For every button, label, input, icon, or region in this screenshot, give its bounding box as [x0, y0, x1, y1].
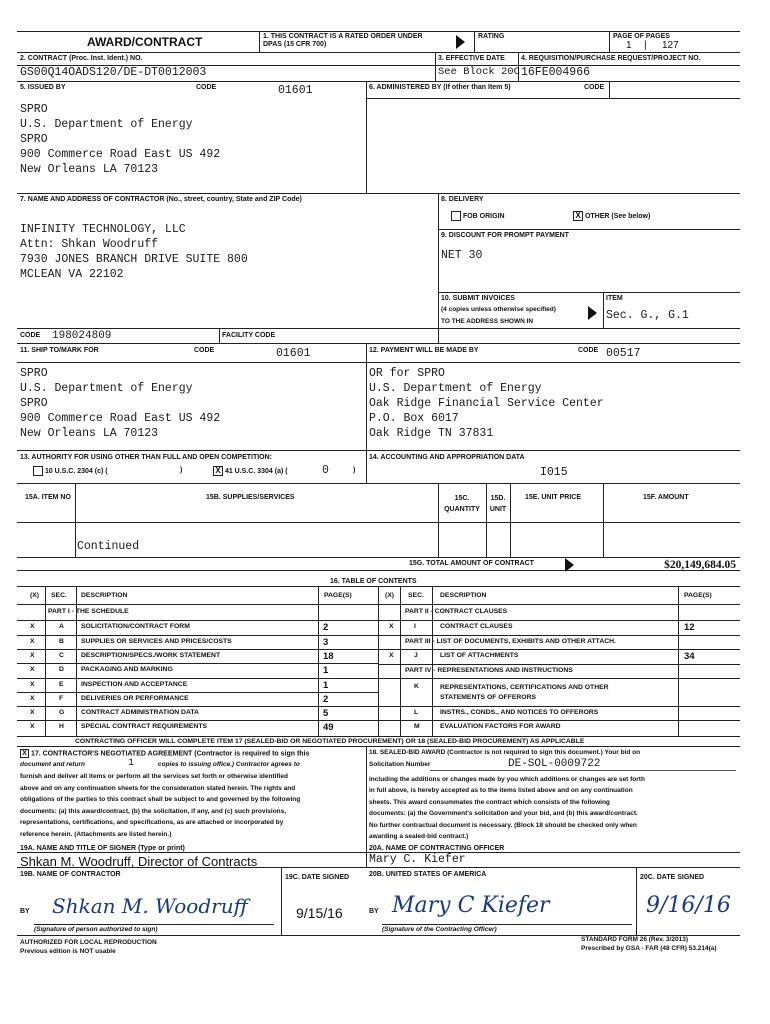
- item18-body: including the additions or changes made by you which additions or changes are set forth in full above, is hereby accepted as to the items listed above and on any continuation sheets. This award consummates the contract which consists of the following documents: (a) the Government's solicitation and your bid, and (b) this award/contract. No further contractual document is necessary. (Block 18 should be checked only when awarding a sealed-bid contract.): [369, 776, 645, 841]
- payment-address: OR for SPRO U.S. Department of Energy Oak Ridge Financial Service Center P.O. Box 6017 Oak Ridge TN 37831: [369, 367, 604, 440]
- footer-left-2: Previous edition is NOT usable: [20, 948, 116, 955]
- administered-by-code-label: CODE: [584, 84, 605, 91]
- item17-line2a: document and return: [20, 761, 86, 768]
- accounting-label: 14. ACCOUNTING AND APPROPRIATION DATA: [369, 454, 525, 461]
- submit-invoices-sub2: TO THE ADDRESS SHOWN IN: [441, 318, 534, 325]
- toc-left-pages: 18: [323, 651, 334, 662]
- administered-by-label: 6. ADMINISTERED BY (If other than Item 5): [369, 84, 511, 91]
- ship-to-address: SPRO U.S. Department of Energy SPRO 900 Commerce Road East US 492 New Orleans LA 70123: [20, 367, 221, 440]
- authority-option-2-close: ): [353, 467, 356, 474]
- item17-checkbox[interactable]: X: [20, 749, 29, 758]
- toc-left-desc: CONTRACT ADMINISTRATION DATA: [81, 709, 199, 716]
- co-by-label: BY: [369, 908, 379, 915]
- toc-left-desc: DESCRIPTION/SPECS./WORK STATEMENT: [81, 652, 221, 659]
- toc-left-sec: B: [59, 638, 64, 645]
- delivery-other-option[interactable]: [573, 211, 650, 221]
- contractor-date-value: 9/15/16: [296, 905, 343, 921]
- toc-left-desc: SUPPLIES OR SERVICES AND PRICES/COSTS: [81, 638, 232, 645]
- toc-left-sec: H: [59, 723, 64, 730]
- solicitation-label: Solicitation Number: [369, 761, 431, 768]
- toc-left-pages: 49: [323, 722, 334, 733]
- contractor-address: INFINITY TECHNOLOGY, LLC Attn: Shkan Woodruff 7930 JONES BRANCH DRIVE SUITE 800 MCLEAN VA 22102: [20, 223, 248, 281]
- toc-left-desc: SOLICITATION/CONTRACT FORM: [81, 623, 190, 630]
- toc-left-desc: PACKAGING AND MARKING: [81, 666, 173, 673]
- toc-part-2: PART II - CONTRACT CLAUSES: [405, 608, 508, 615]
- contractor-signature-caption: (Signature of person authorized to sign): [34, 926, 158, 933]
- toc-part-3: PART III - LIST OF DOCUMENTS, EXHIBITS AND OTHER ATTACH.: [405, 638, 616, 645]
- toc-right-sec: M: [414, 723, 420, 730]
- contract-number-label: 2. CONTRACT (Proc. Inst. Ident.) NO.: [20, 55, 143, 62]
- toc-head-pages-left: PAGE(S): [324, 592, 352, 599]
- co-date-label: 20C. DATE SIGNED: [640, 874, 705, 881]
- toc-left-x: X: [30, 652, 35, 659]
- submit-invoices-label: 10. SUBMIT INVOICES: [441, 295, 515, 302]
- item17-body: furnish and deliver all items or perform all the services set forth or otherwise identified above and on any continuation sheets for the consideration stated herein. The rights and obligations of the parties to this contract shall be subject to and governed by the following documents: (a) this award/contract, (b) the solicitation, if any, and (c) such provisions, representations, certifications, and specifications, as are attached or incorporated by reference herein. (Attachments are listed herein.): [20, 773, 301, 838]
- delivery-label: 8. DELIVERY: [441, 196, 484, 203]
- accounting-value: I015: [540, 466, 568, 479]
- solicitation-value: DE-SOL-0009722: [508, 758, 601, 770]
- toc-left-sec: E: [59, 681, 64, 688]
- co-signature: Mary C Kiefer: [392, 893, 550, 918]
- toc-right-x: X: [389, 623, 394, 630]
- footer-right-1: STANDARD FORM 26 (Rev. 3/2013): [581, 936, 689, 943]
- toc-left-x: X: [30, 623, 35, 630]
- issued-by-label: 5. ISSUED BY: [20, 84, 66, 91]
- issued-by-code-label: CODE: [196, 84, 217, 91]
- toc-right-pages: 12: [684, 622, 695, 633]
- item17-heading-row: [20, 749, 309, 758]
- authority-option-1-checkbox[interactable]: [33, 466, 43, 476]
- contractor-by-label: BY: [20, 908, 30, 915]
- issued-by-address: SPRO U.S. Department of Energy SPRO 900 Commerce Road East US 492 New Orleans LA 70123: [20, 103, 221, 176]
- facility-code-label: FACILITY CODE: [222, 332, 276, 339]
- effective-date-label: 3. EFFECTIVE DATE: [438, 55, 505, 62]
- discount-label: 9. DISCOUNT FOR PROMPT PAYMENT: [441, 232, 569, 239]
- toc-left-sec: G: [59, 709, 65, 716]
- toc-left-sec: F: [59, 695, 64, 702]
- effective-date-value: See Block 20C: [438, 66, 520, 78]
- toc-left-pages: 1: [323, 680, 329, 691]
- footer-left-1: AUTHORIZED FOR LOCAL REPRODUCTION: [20, 939, 157, 946]
- toc-left-desc: DELIVERIES OR PERFORMANCE: [81, 695, 189, 702]
- col-unit: 15D. UNIT: [489, 495, 507, 513]
- total-arrow-icon: [565, 558, 574, 572]
- toc-left-desc: SPECIAL CONTRACT REQUIREMENTS: [81, 723, 208, 730]
- toc-left-sec: D: [59, 666, 64, 673]
- toc-right-sec: K: [414, 683, 419, 690]
- payment-code-label: CODE: [578, 347, 599, 354]
- toc-left-pages: 2: [323, 622, 329, 633]
- col-item-no: 15A. ITEM NO: [25, 494, 71, 501]
- toc-left-x: X: [30, 681, 35, 688]
- contractor-label: 7. NAME AND ADDRESS OF CONTRACTOR (No., street, country, State and ZIP Code): [20, 196, 302, 203]
- rated-order-arrow-icon: [456, 35, 465, 49]
- payment-label: 12. PAYMENT WILL BE MADE BY: [369, 347, 479, 354]
- toc-left-pages: 5: [323, 708, 329, 719]
- ship-to-code: 01601: [276, 347, 311, 360]
- usa-label: 20B. UNITED STATES OF AMERICA: [369, 871, 487, 878]
- toc-head-sec-right: SEC.: [408, 592, 424, 599]
- ship-to-code-label: CODE: [194, 347, 215, 354]
- item-label: ITEM: [606, 295, 623, 302]
- toc-left-sec: A: [59, 623, 64, 630]
- fob-origin-option[interactable]: [451, 211, 505, 221]
- co-name-value: Mary C. Kiefer: [369, 853, 466, 866]
- toc-right-sec: J: [414, 652, 418, 659]
- toc-left-x: X: [30, 666, 35, 673]
- toc-right-desc: REPRESENTATIONS, CERTIFICATIONS AND OTHER STATEMENTS OF OFFERORS: [440, 684, 609, 702]
- contractor-signature: Shkan M. Woodruff: [52, 894, 248, 918]
- item-value: Sec. G., G.1: [606, 309, 689, 322]
- rating-label: RATING: [478, 33, 505, 40]
- toc-right-desc: EVALUATION FACTORS FOR AWARD: [440, 723, 561, 730]
- page-number: 1: [626, 40, 632, 51]
- total-amount-value: $20,149,684.05: [664, 559, 736, 571]
- authority-option-1[interactable]: [33, 466, 108, 476]
- toc-part-1: PART I - THE SCHEDULE: [48, 608, 129, 615]
- continued-text: Continued: [77, 540, 140, 553]
- toc-left-pages: 2: [323, 694, 329, 705]
- toc-right-sec: I: [414, 623, 416, 630]
- submit-invoices-sub1: (4 copies unless otherwise specified): [441, 306, 556, 313]
- toc-left-x: X: [30, 709, 35, 716]
- contractor-code: 198024809: [52, 330, 112, 342]
- fob-origin-checkbox[interactable]: [451, 211, 461, 221]
- toc-head-desc-left: DESCRIPTION: [81, 592, 128, 599]
- co-name-label: 20A. NAME OF CONTRACTING OFFICER: [369, 845, 505, 852]
- authority-option-2[interactable]: [213, 466, 288, 476]
- fob-origin-label: FOB ORIGIN: [462, 212, 505, 220]
- rated-order-label: 1. THIS CONTRACT IS A RATED ORDER UNDER DPAS (15 CFR 700): [263, 33, 423, 49]
- toc-left-pages: 1: [323, 665, 329, 676]
- toc-head-pages-right: PAGE(S): [684, 592, 712, 599]
- contractor-date-label: 19C. DATE SIGNED: [285, 874, 350, 881]
- issued-by-code: 01601: [278, 84, 313, 97]
- co-instruction: CONTRACTING OFFICER WILL COMPLETE ITEM 17 (SEALED-BID OR NEGOTIATED PROCUREMENT) OR 18 (SEALED-BID PROCUREMENT) AS APPLICABLE: [75, 738, 585, 745]
- toc-right-x: X: [389, 652, 394, 659]
- page-of-pages-label: PAGE OF PAGES: [613, 33, 670, 40]
- item17-copies: 1: [128, 758, 135, 769]
- toc-right-pages: 34: [684, 651, 695, 662]
- payment-code: 00517: [606, 347, 641, 360]
- contractor-name-label: 19B. NAME OF CONTRACTOR: [20, 871, 121, 878]
- signer-label: 19A. NAME AND TITLE OF SIGNER (Type or print): [20, 845, 185, 852]
- co-date-value: 9/16/16: [646, 893, 731, 918]
- delivery-other-checkbox[interactable]: X: [573, 211, 583, 221]
- discount-value: NET 30: [441, 249, 483, 262]
- total-amount-label: 15G. TOTAL AMOUNT OF CONTRACT: [409, 560, 534, 567]
- submit-arrow-icon: [588, 306, 597, 320]
- co-signature-caption: (Signature of the Contracting Officer): [382, 926, 497, 933]
- signer-value: Shkan M. Woodruff, Director of Contracts: [20, 854, 258, 869]
- item17-heading: 17. CONTRACTOR'S NEGOTIATED AGREEMENT (Contractor is required to sign this: [30, 750, 310, 758]
- toc-left-sec: C: [59, 652, 64, 659]
- toc-left-x: X: [30, 723, 35, 730]
- authority-option-2-checkbox[interactable]: X: [213, 466, 223, 476]
- contract-number-value: GS00Q14OADS120/DE-DT0012003: [20, 66, 207, 79]
- toc-right-desc: CONTRACT CLAUSES: [440, 623, 513, 630]
- authority-option-1-close: ): [180, 467, 183, 474]
- toc-head-x-right: (X): [385, 592, 395, 599]
- authority-option-2-label: 41 U.S.C. 3304 (a) (: [224, 467, 288, 475]
- toc-left-x: X: [30, 638, 35, 645]
- toc-head-x-left: (X): [30, 592, 40, 599]
- toc-right-desc: INSTRS., CONDS., AND NOTICES TO OFFERORS: [440, 709, 599, 716]
- footer-right-2: Prescribed by GSA - FAR (48 CFR) 53.214(a): [581, 945, 717, 952]
- toc-part-4: PART IV - REPRESENTATIONS AND INSTRUCTIONS: [405, 667, 573, 674]
- requisition-label: 4. REQUISITION/PURCHASE REQUEST/PROJECT NO.: [521, 55, 701, 62]
- col-quantity: 15C. QUANTITY: [444, 495, 480, 513]
- toc-right-sec: L: [414, 709, 419, 716]
- item18-heading: 18. SEALED-BID AWARD (Contractor is not required to sign this document.) Your bid on: [369, 749, 641, 756]
- contractor-code-label: CODE: [20, 332, 41, 339]
- item17-line2b: copies to issuing office.) Contractor agrees to: [158, 761, 300, 768]
- toc-title: 16. TABLE OF CONTENTS: [330, 578, 417, 585]
- col-unit-price: 15E. UNIT PRICE: [525, 494, 582, 501]
- authority-option-1-label: 10 U.S.C. 2304 (c) (: [44, 467, 108, 475]
- toc-left-x: X: [30, 695, 35, 702]
- authority-label: 13. AUTHORITY FOR USING OTHER THAN FULL AND OPEN COMPETITION:: [20, 454, 273, 461]
- form-title: AWARD/CONTRACT: [87, 35, 203, 49]
- col-supplies: 15B. SUPPLIES/SERVICES: [206, 494, 295, 501]
- toc-left-pages: 3: [323, 637, 329, 648]
- toc-head-sec-left: SEC.: [51, 592, 67, 599]
- page-separator: |: [644, 40, 647, 51]
- requisition-value: 16FE004966: [521, 66, 591, 79]
- toc-right-desc: LIST OF ATTACHMENTS: [440, 652, 519, 659]
- authority-option-2-value: 0: [322, 464, 329, 477]
- col-amount: 15F. AMOUNT: [643, 494, 689, 501]
- toc-head-desc-right: DESCRIPTION: [440, 592, 487, 599]
- delivery-other-label: OTHER (See below): [584, 212, 651, 220]
- toc-left-desc: INSPECTION AND ACCEPTANCE: [81, 681, 188, 688]
- total-pages: 127: [662, 40, 679, 51]
- ship-to-label: 11. SHIP TO/MARK FOR: [20, 347, 99, 354]
